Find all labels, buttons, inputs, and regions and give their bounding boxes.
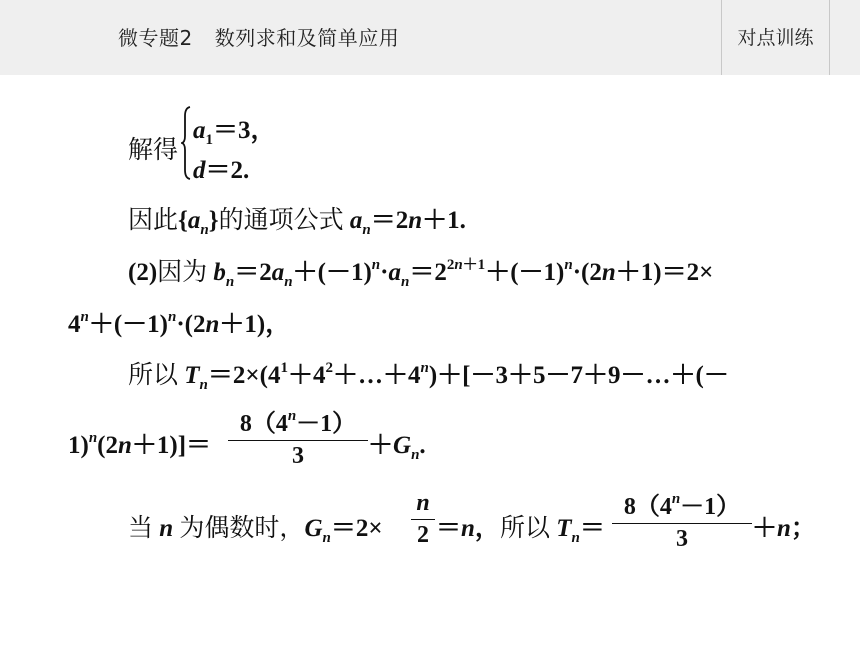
part2-line-2: $4^n+(-1)^n\cdot(2n+1)$， <box>68 309 291 338</box>
fraction-2: n 2 <box>411 490 435 549</box>
fraction-1: $8(4^n-1)$ 3 <box>228 403 368 470</box>
fraction-3: $8(4^n-1)$ 3 <box>612 486 752 553</box>
slide-header <box>0 0 860 75</box>
practice-tab[interactable]: 对点训练 <box>737 27 814 49</box>
header-divider-right <box>829 0 830 75</box>
system-line-2: d＝2. <box>193 157 250 184</box>
system-line-1: $a_1=3$， <box>193 117 276 148</box>
even-case-post: ＋n； <box>752 515 816 542</box>
topic-label: 微专题2 <box>118 26 193 50</box>
Tn-line-1: 所以 $T_n=2\times(4^1+4^2+\dots+4^n)+[-3+5-7+9-\dots+(-$ <box>128 360 729 393</box>
general-term-line: 因此$\{a_n\}$的通项公式 $a_n=2n+1$. <box>128 205 466 238</box>
Tn-line-2-post: $+G_n$. <box>368 432 426 463</box>
part2-line-1: (2)因为 $b_n=2a_n+(-1)^n\cdot a_n=2^{2n+1}+(-1)^n\cdot(2n+1)=2\times$ <box>128 257 714 290</box>
Tn-line-2-pre: 1)$^n$(2n＋1)]＝ <box>68 430 212 459</box>
even-case-pre: 当 n 为偶数时，$G_n=2\times$ <box>128 513 383 546</box>
brace-symbol <box>181 106 191 180</box>
header-title <box>118 22 399 51</box>
even-case-mid: ＝n，所以 $T_n=$ <box>436 513 605 546</box>
subject-label: 数列求和及简单应用 <box>214 26 400 50</box>
solve-label: 解得 <box>128 135 179 164</box>
